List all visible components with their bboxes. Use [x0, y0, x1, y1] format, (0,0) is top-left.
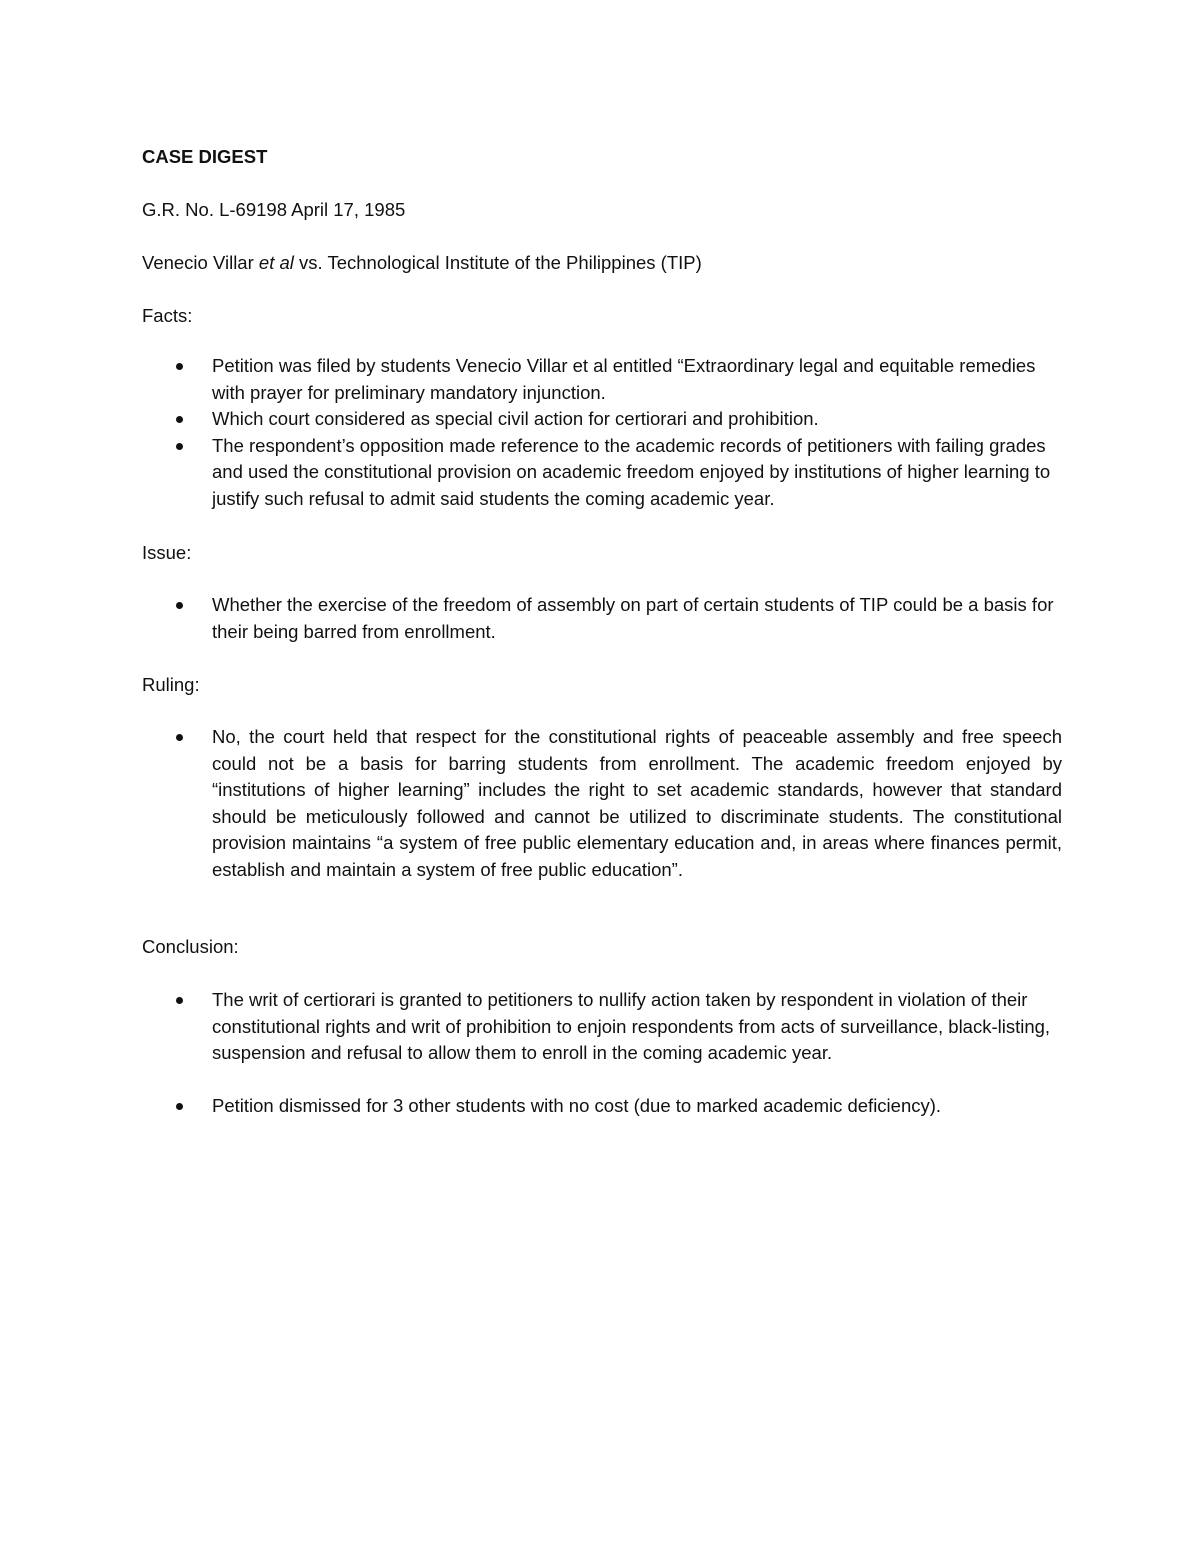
list-item: Which court considered as special civil action for certiorari and prohibition.	[142, 406, 1062, 433]
list-item: Petition dismissed for 3 other students with no cost (due to marked academic deficiency).	[142, 1093, 1062, 1120]
respondent-name: vs. Technological Institute of the Philippines (TIP)	[293, 252, 702, 273]
issue-list	[142, 592, 1062, 645]
list-item: The respondent’s opposition made reference to the academic records of petitioners with failing grades and used the constitutional provision on academic freedom enjoyed by institutions of higher learning to justify such refusal to admit said students the coming academic year.	[142, 433, 1062, 513]
facts-heading: Facts:	[142, 305, 193, 326]
ruling-heading: Ruling:	[142, 674, 200, 695]
bullet-icon	[176, 1103, 183, 1110]
list-item: Whether the exercise of the freedom of assembly on part of certain students of TIP could be a basis for their being barred from enrollment.	[142, 592, 1062, 645]
et-al: et al	[258, 252, 294, 273]
list-item: The writ of certiorari is granted to petitioners to nullify action taken by respondent in violation of their constitutional rights and writ of prohibition to enjoin respondents from acts of surveillance, black-listing, suspension and refusal to allow them to enroll in the coming academic year.	[142, 987, 1062, 1067]
document-title: CASE DIGEST	[142, 146, 268, 167]
ruling-list	[142, 724, 1062, 883]
case-number: G.R. No. L-69198 April 17, 1985	[142, 199, 406, 220]
bullet-icon	[176, 443, 183, 450]
issue-heading: Issue:	[142, 542, 192, 563]
bullet-icon	[176, 997, 183, 1004]
bullet-icon	[176, 602, 183, 609]
petitioner-name: Venecio Villar	[142, 252, 259, 273]
list-item: No, the court held that respect for the constitutional rights of peaceable assembly and free speech could not be a basis for barring students from enrollment. The academic freedom enjoyed by “institutions of higher learning” includes the right to set academic standards, however that standard should be meticulously followed and cannot be utilized to discriminate students. The constitutional provision maintains “a system of free public elementary education and, in areas where finances permit, establish and maintain a system of free public education”.	[142, 724, 1062, 883]
case-parties	[142, 250, 702, 277]
bullet-icon	[176, 416, 183, 423]
list-item: Petition was filed by students Venecio Villar et al entitled “Extraordinary legal and equitable remedies with prayer for preliminary mandatory injunction.	[142, 353, 1062, 406]
conclusion-heading: Conclusion:	[142, 936, 239, 957]
bullet-icon	[176, 734, 183, 741]
bullet-icon	[176, 363, 183, 370]
facts-list	[142, 353, 1062, 512]
conclusion-list	[142, 987, 1062, 1119]
